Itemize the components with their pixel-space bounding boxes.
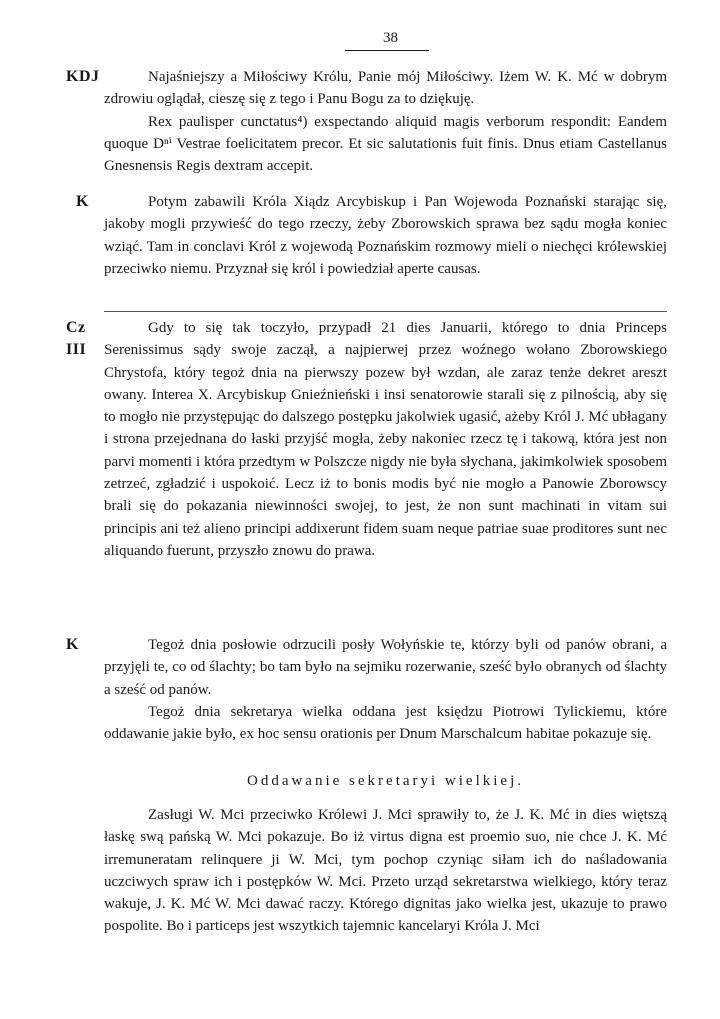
paragraph: Tegoż dnia posłowie odrzucili posły Wołyńskie te, którzy byli od panów obrani, a przyjęli te, co od ślachty; bo tam było na sejmiku rozerwanie, sześć było obranych od ślachty a sześć od panów. (104, 637, 667, 698)
margin-siglum-k: K (76, 193, 89, 210)
margin-siglum-kdj: KDJ (66, 68, 100, 85)
text-block-5 (104, 804, 667, 938)
paragraph: Potym zabawili Króla Xiądz Arcybiskup i Pan Wojewoda Poznański starając się, jakoby mogli przywieść do tego rzeczy, żeby Zborowskich sprawa bez sądu mogła koniec wziąć. Tam in conclavi Król z wojewodą Poznańskim rozmowy mieli o niechęci królewskiej przeciwko niemu. Przyznał się król i powiedział aperte causas. (104, 194, 667, 277)
section-heading: Oddawanie sekretaryi wielkiej. (246, 773, 524, 789)
page-number: 38 (383, 30, 398, 46)
paragraph: Rex paulisper cunctatus⁴) exspectando aliquid magis verborum respondit: Eandem quoque Dⁿⁱ Vestrae foelicitatem precor. Et sic salutationis fuit finis. Dnus etiam Castellanus Gnesnensis Regis dextram accepit. (104, 113, 667, 175)
paragraph: Najaśniejszy a Miłościwy Królu, Panie mój Miłościwy. Iżem W. K. Mć w dobrym zdrowiu oglądał, cieszę się z tego i Panu Bogu za to dziękuję. (104, 69, 667, 108)
paragraph: Zasługi W. Mci przeciwko Królewi J. Mci sprawiły to, że J. K. Mć in dies więtszą łaskę swą pańską W. Mci pokazuje. Bo iż virtus digna est proemio suo, nie chce J. K. Mć irremuneratam relinquere ji W. Mci, tym pochop czyniąc siłam ich do naśladowania uczciwych spraw ich i postępków W. Mci. Przeto urząd sekretarstwa wielkiego, który teraz wakuje, J. K. Mć W. Mci dawać raczy. Którego dignitas jako wielka jest, ukazuje to prawo pospolite. Bo i particeps jest wszytkich tajemnic kancelaryi Króla J. Mci (104, 807, 667, 935)
text-block-2 (104, 191, 667, 280)
margin-siglum-cz: Cz (66, 319, 86, 336)
page-number-rule (345, 50, 429, 51)
section-divider (104, 311, 667, 312)
paragraph: Gdy to się tak toczyło, przypadł 21 dies Januarii, którego to dnia Princeps Serenissimus sądy swoje zaczął, a najpierwej przez woźnego wołano Zborowskiego Chrystofa, który tegoż dnia na pierwszy pozew był wzdan, ale zaraz tenże dekret areszt​owany. Interea X. Arcybiskup Gnieźnieński i insi senatorowie starali się z pilnością, aby się to mogło nie przystępując do dalszego postępku jakolwiek ugasić, ażeby Król J. Mć ubłagany i strona przejednana do łaski przyjść mogła, żeby nakoniec rzecz tę i takową, która jest non parvi momenti i która przedtym w Polszcze nigdy nie była słychana, jakimkolwiek sposobem zetrzeć, zgładzić i uspokoić. Lecz iż to bonis modis być nie mogło a Panowie Zborowscy brali się do pokazania niewinności swojej, to jest, że non sunt machinati in vitam sui principis ani też alieno principi addixerunt fidem suam neque patriae suae proditores sunt nec aliquando fuerunt, przyszło znowu do prawa. (104, 320, 667, 559)
text-block-1 (104, 66, 667, 177)
margin-siglum-k: K (66, 636, 79, 653)
text-block-4 (104, 634, 667, 745)
paragraph: Tegoż dnia sekretarya wielka oddana jest księdzu Piotrowi Tylickiemu, które oddawanie jakie było, ex hoc sensu orationis per Dnum Marschalcum habitae pokazuje się. (104, 703, 667, 743)
margin-siglum-iii: III (66, 341, 87, 358)
text-block-3 (104, 317, 667, 562)
